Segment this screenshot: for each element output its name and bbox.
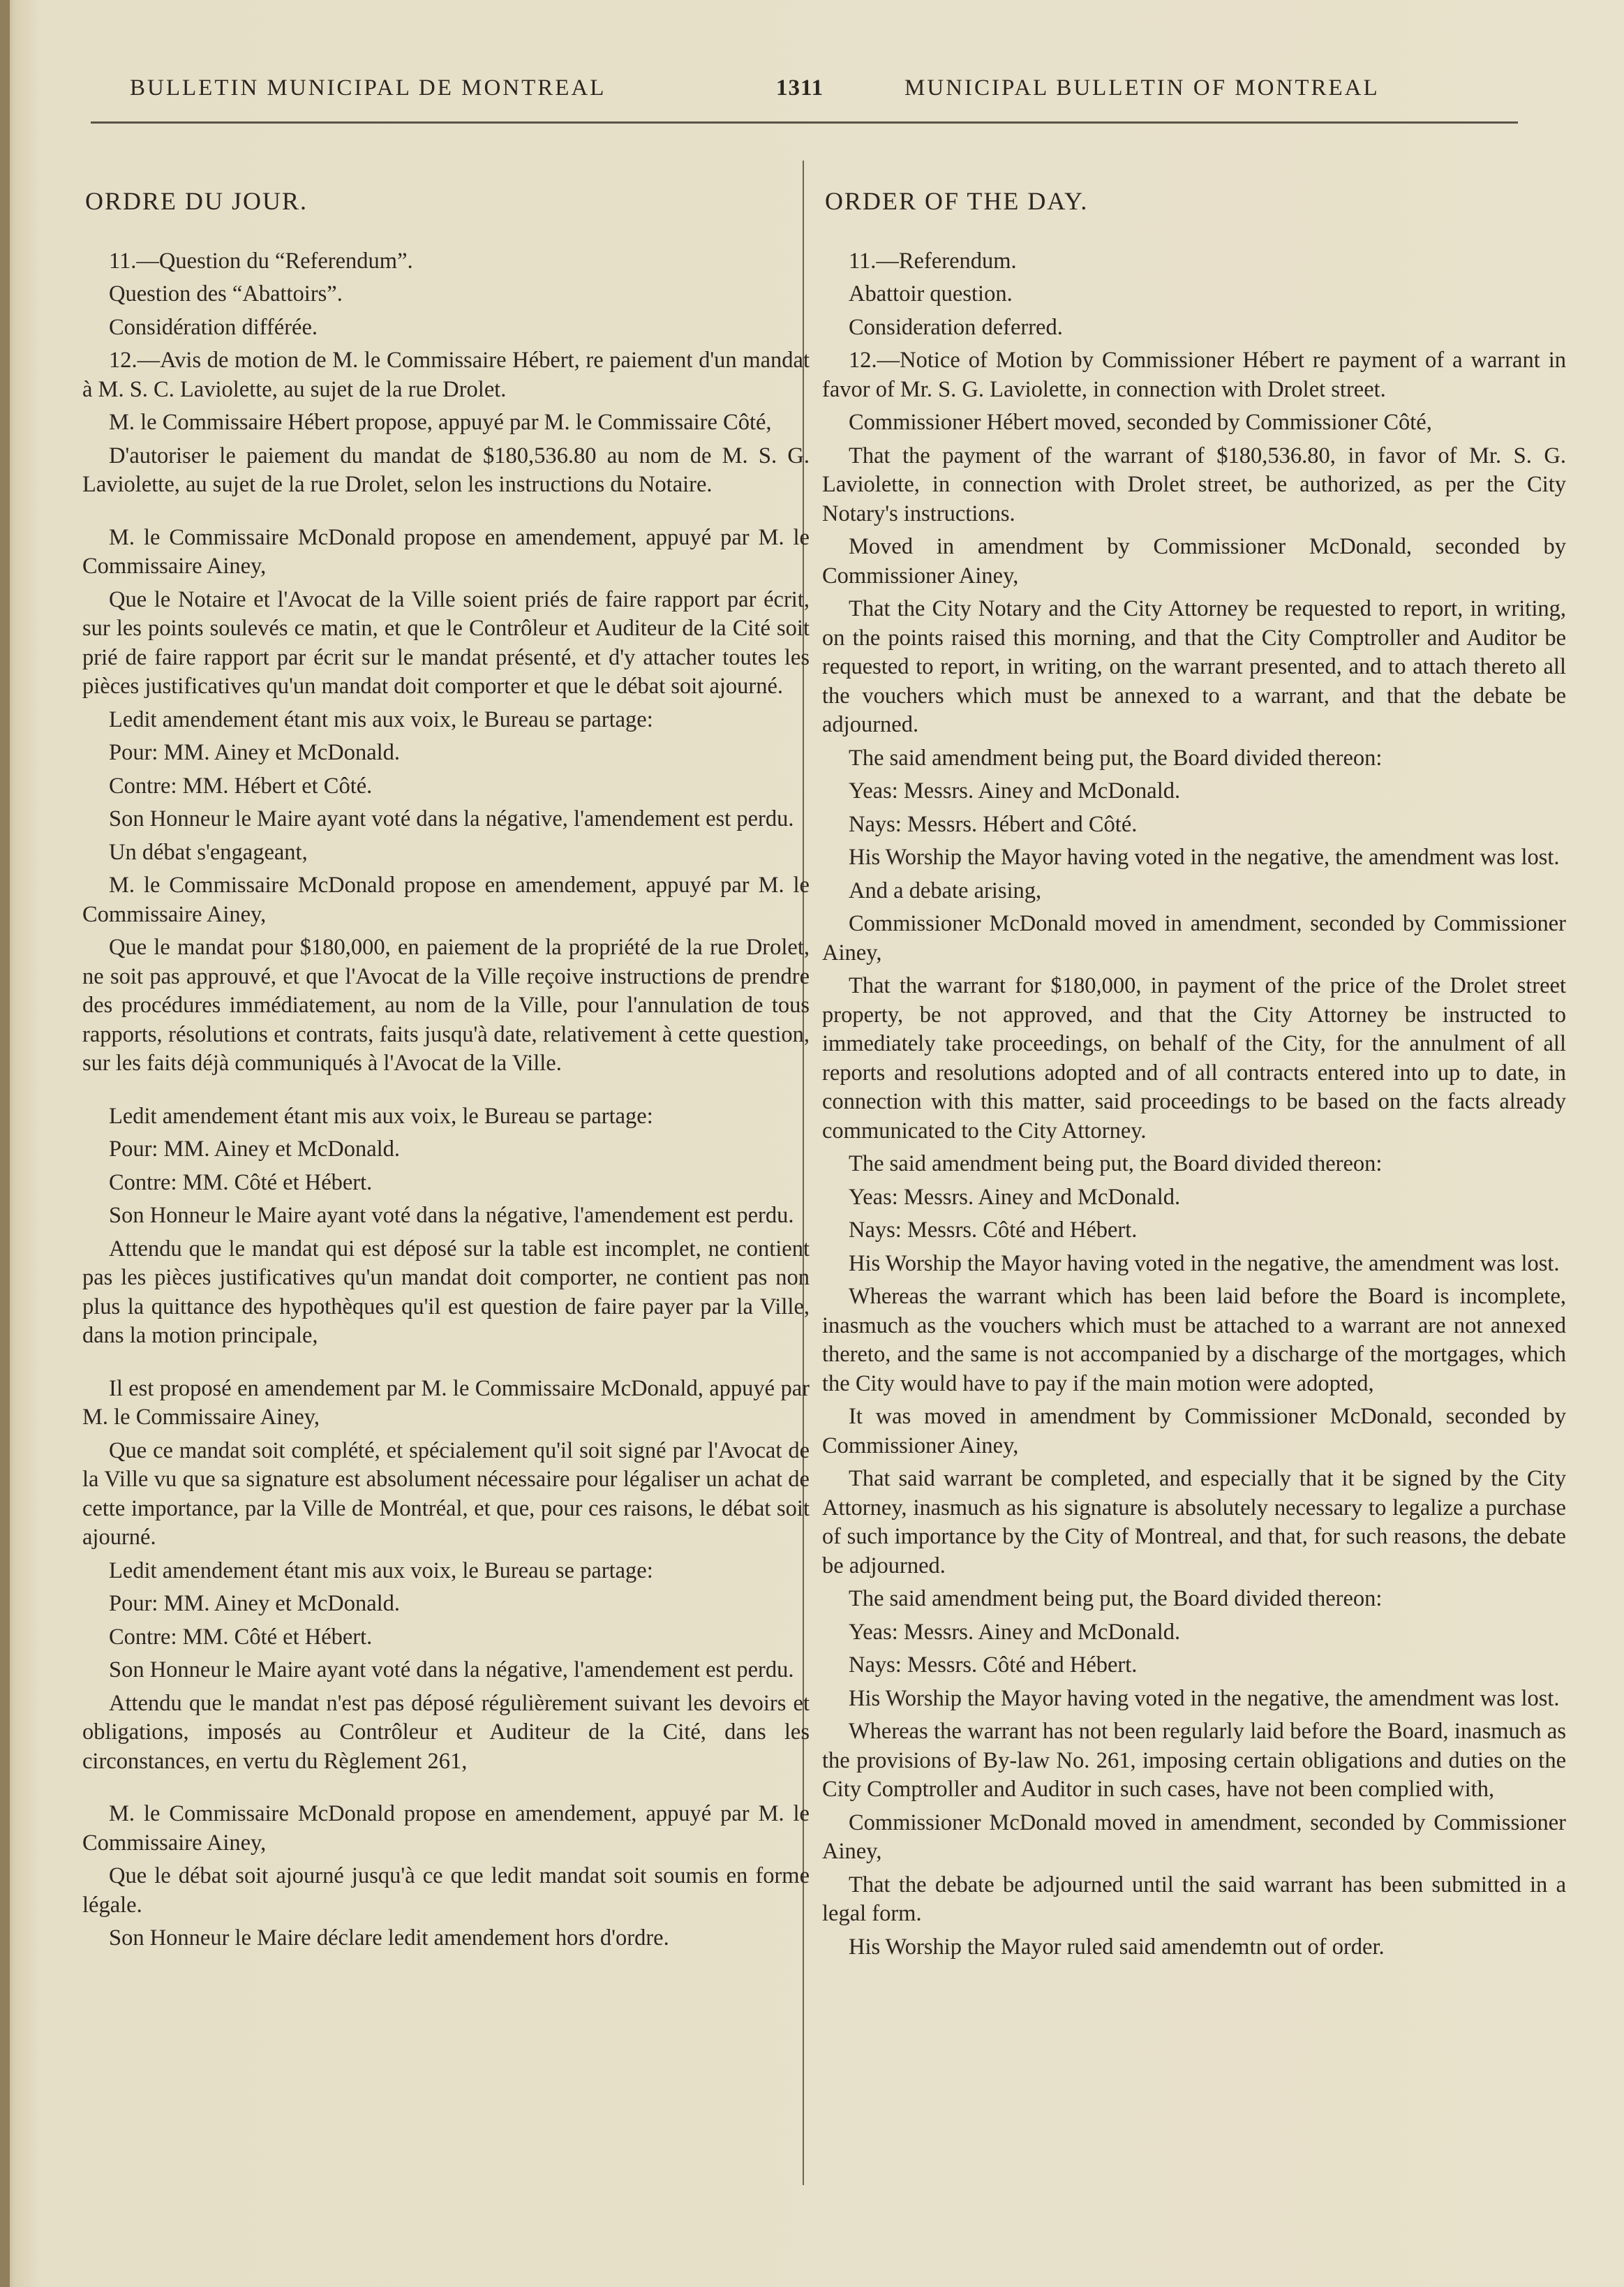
- french-paragraph: M. le Commissaire Hébert propose, appuyé par M. le Commissaire Côté,: [109, 410, 772, 435]
- french-paragraph: Que ce mandat soit complété, et spécialement qu'il soit signé par l'Avocat de la Ville vu que sa signature est absolument nécessaire pour légaliser un achat de cette importance, par la Ville de Montréal, et que, pour ces raisons, le débat soit ajourné.: [82, 1437, 810, 1550]
- french-paragraph: Son Honneur le Maire ayant voté dans la négative, l'amendement est perdu.: [109, 1203, 794, 1228]
- english-paragraph: His Worship the Mayor having voted in the negative, the amendment was lost.: [849, 1685, 1560, 1711]
- french-paragraph: Ledit amendement étant mis aux voix, le Bureau se partage:: [109, 706, 653, 732]
- french-paragraph: Que le débat soit ajourné jusqu'à ce que ledit mandat soit soumis en forme légale.: [82, 1863, 810, 1918]
- french-paragraph: Question des “Abattoirs”.: [109, 281, 343, 306]
- french-paragraph: Pour: MM. Ainey et McDonald.: [109, 1137, 401, 1162]
- english-paragraph: 12.—Notice of Motion by Commissioner Hébert re payment of a warrant in favor of Mr. S. G. Laviolette, in connection with Drolet street.: [822, 348, 1566, 402]
- french-column-title: ORDRE DU JOUR.: [85, 187, 308, 215]
- english-paragraph: 11.—Referendum.: [849, 248, 1017, 274]
- english-paragraph: And a debate arising,: [849, 878, 1042, 903]
- french-paragraph: Considération différée.: [109, 314, 318, 340]
- french-paragraph: Attendu que le mandat n'est pas déposé régulièrement suivant les devoirs et obligations, imposés au Contrôleur et Auditeur de la Cité, dans les circonstances, en vertu du Règlement 261,: [82, 1690, 810, 1774]
- french-paragraph: Que le Notaire et l'Avocat de la Ville soient priés de faire rapport par écrit, sur les points soulevés ce matin, et que le Contrôleur et Auditeur de la Cité soit prié de faire rapport par écrit sur le mandat présenté, et d'y attacher toutes les pièces justificatives qu'un mandat doit comporter et que le débat soit ajourné.: [82, 586, 810, 699]
- french-column-body: [82, 247, 810, 1953]
- french-paragraph: Un débat s'engageant,: [109, 839, 308, 865]
- french-paragraph: M. le Commissaire McDonald propose en amendement, appuyé par M. le Commissaire Ainey,: [82, 1801, 810, 1856]
- french-paragraph: Ledit amendement étant mis aux voix, le Bureau se partage:: [109, 1103, 653, 1129]
- english-paragraph: Commissioner McDonald moved in amendment, seconded by Commissioner Ainey,: [822, 911, 1566, 965]
- header-rule: [91, 121, 1518, 124]
- english-paragraph: That the warrant for $180,000, in payment of the price of the Drolet street property, be not approved, and that the City Attorney be instructed to immediately take proceedings, on behalf of the City, for the annulment of all reports and resolutions adopted and of all contracts entered into up to date, in connection with this matter, said proceedings to be based on the facts already communicated to the City Attorney.: [822, 973, 1566, 1144]
- french-paragraph: Contre: MM. Hébert et Côté.: [109, 773, 373, 799]
- french-paragraph: Contre: MM. Côté et Hébert.: [109, 1624, 373, 1650]
- english-paragraph: Nays: Messrs. Hébert and Côté.: [849, 811, 1138, 837]
- french-paragraph: Ledit amendement étant mis aux voix, le Bureau se partage:: [109, 1557, 653, 1583]
- english-paragraph: That the City Notary and the City Attorney be requested to report, in writing, on the points raised this morning, and that the City Comptroller and Auditor be requested to report, in writing, on the warrant presented, and to attach thereto all the vouchers which must be annexed to a warrant, and that the debate be adjourned.: [822, 596, 1566, 737]
- english-paragraph: Commissioner McDonald moved in amendment, seconded by Commissioner Ainey,: [822, 1809, 1566, 1864]
- english-column-title: ORDER OF THE DAY.: [825, 187, 1089, 215]
- english-paragraph: It was moved in amendment by Commissioner McDonald, seconded by Commissioner Ainey,: [822, 1404, 1566, 1458]
- english-paragraph: Moved in amendment by Commissioner McDonald, seconded by Commissioner Ainey,: [822, 534, 1566, 589]
- running-header-english: MUNICIPAL BULLETIN OF MONTREAL: [904, 75, 1380, 101]
- french-paragraph: Contre: MM. Côté et Hébert.: [109, 1169, 373, 1195]
- english-paragraph: The said amendment being put, the Board divided thereon:: [849, 1151, 1383, 1176]
- english-paragraph: His Worship the Mayor having voted in the negative, the amendment was lost.: [849, 845, 1560, 870]
- english-paragraph: Commissioner Hébert moved, seconded by Commissioner Côté,: [849, 410, 1432, 435]
- english-paragraph: The said amendment being put, the Board divided thereon:: [849, 1586, 1383, 1611]
- french-paragraph: Attendu que le mandat qui est déposé sur la table est incomplet, ne contient pas les pièces justificatives qu'un mandat doit comporter, ne contient pas non plus la quittance des hypothèques qu'il est question de faire payer par la Ville, dans la motion principale,: [82, 1236, 810, 1348]
- english-paragraph: The said amendment being put, the Board divided thereon:: [849, 745, 1383, 771]
- english-paragraph: Yeas: Messrs. Ainey and McDonald.: [849, 778, 1181, 804]
- english-paragraph: Yeas: Messrs. Ainey and McDonald.: [849, 1184, 1181, 1210]
- running-header-french: BULLETIN MUNICIPAL DE MONTREAL: [130, 75, 606, 101]
- english-paragraph: Nays: Messrs. Côté and Hébert.: [849, 1652, 1138, 1678]
- english-paragraph: His Worship the Mayor having voted in the negative, the amendment was lost.: [849, 1250, 1560, 1276]
- english-paragraph: Whereas the warrant has not been regularly laid before the Board, inasmuch as the provisions of By-law No. 261, imposing certain obligations and duties on the City Comptroller and Auditor in such cases, have not been complied with,: [822, 1719, 1566, 1802]
- french-paragraph: D'autoriser le paiement du mandat de $180,536.80 au nom de M. S. G. Laviolette, au sujet de la rue Drolet, selon les instructions du Notaire.: [82, 443, 810, 497]
- french-paragraph: M. le Commissaire McDonald propose en amendement, appuyé par M. le Commissaire Ainey,: [82, 524, 810, 579]
- french-paragraph: Pour: MM. Ainey et McDonald.: [109, 740, 401, 765]
- english-paragraph: Nays: Messrs. Côté and Hébert.: [849, 1217, 1138, 1243]
- page-binding-edge: [0, 0, 10, 2287]
- french-paragraph: 12.—Avis de motion de M. le Commissaire Hébert, re paiement d'un mandat à M. S. C. Laviolette, au sujet de la rue Drolet.: [82, 348, 810, 402]
- english-column-body: [822, 247, 1566, 1962]
- page-number: 1311: [776, 75, 824, 101]
- french-paragraph: 11.—Question du “Referendum”.: [109, 248, 413, 274]
- french-paragraph: Pour: MM. Ainey et McDonald.: [109, 1591, 401, 1616]
- french-column: [82, 175, 810, 1957]
- english-paragraph: Consideration deferred.: [849, 314, 1063, 340]
- english-paragraph: That the payment of the warrant of $180,536.80, in favor of Mr. S. G. Laviolette, in connection with Drolet street, be authorized, as per the City Notary's instructions.: [822, 443, 1566, 526]
- english-paragraph: His Worship the Mayor ruled said amendemtn out of order.: [849, 1934, 1385, 1960]
- english-paragraph: Yeas: Messrs. Ainey and McDonald.: [849, 1619, 1181, 1645]
- english-paragraph: That said warrant be completed, and especially that it be signed by the City Attorney, inasmuch as his signature is absolutely necessary to legalize a purchase of such importance by the City of Montreal, and that, for such reasons, the debate be adjourned.: [822, 1466, 1566, 1578]
- french-paragraph: Que le mandat pour $180,000, en paiement de la propriété de la rue Drolet, ne soit pas approuvé, et que l'Avocat de la Ville reçoive instructions de prendre des procédures immédiatement, au nom de la Ville, pour l'annulation de tous rapports, résolutions et contrats, faits jusqu'à date, relativement à cette question, sur les faits déjà communiqués à l'Avocat de la Ville.: [82, 935, 810, 1076]
- french-paragraph: M. le Commissaire McDonald propose en amendement, appuyé par M. le Commissaire Ainey,: [82, 873, 810, 927]
- french-paragraph: Son Honneur le Maire ayant voté dans la négative, l'amendement est perdu.: [109, 806, 794, 831]
- french-paragraph: Son Honneur le Maire déclare ledit amendement hors d'ordre.: [109, 1925, 669, 1951]
- french-paragraph: Il est proposé en amendement par M. le Commissaire McDonald, appuyé par M. le Commissaire Ainey,: [82, 1375, 810, 1430]
- english-paragraph: That the debate be adjourned until the said warrant has been submitted in a legal form.: [822, 1872, 1566, 1926]
- english-paragraph: Whereas the warrant which has been laid before the Board is incomplete, inasmuch as the vouchers which must be attached to a warrant are not annexed thereto, and the same is not accompanied by a discharge of the mortgages, which the City would have to pay if the main motion were adopted,: [822, 1284, 1566, 1396]
- english-column: [822, 175, 1566, 1966]
- french-paragraph: Son Honneur le Maire ayant voté dans la négative, l'amendement est perdu.: [109, 1657, 794, 1682]
- english-paragraph: Abattoir question.: [849, 281, 1013, 306]
